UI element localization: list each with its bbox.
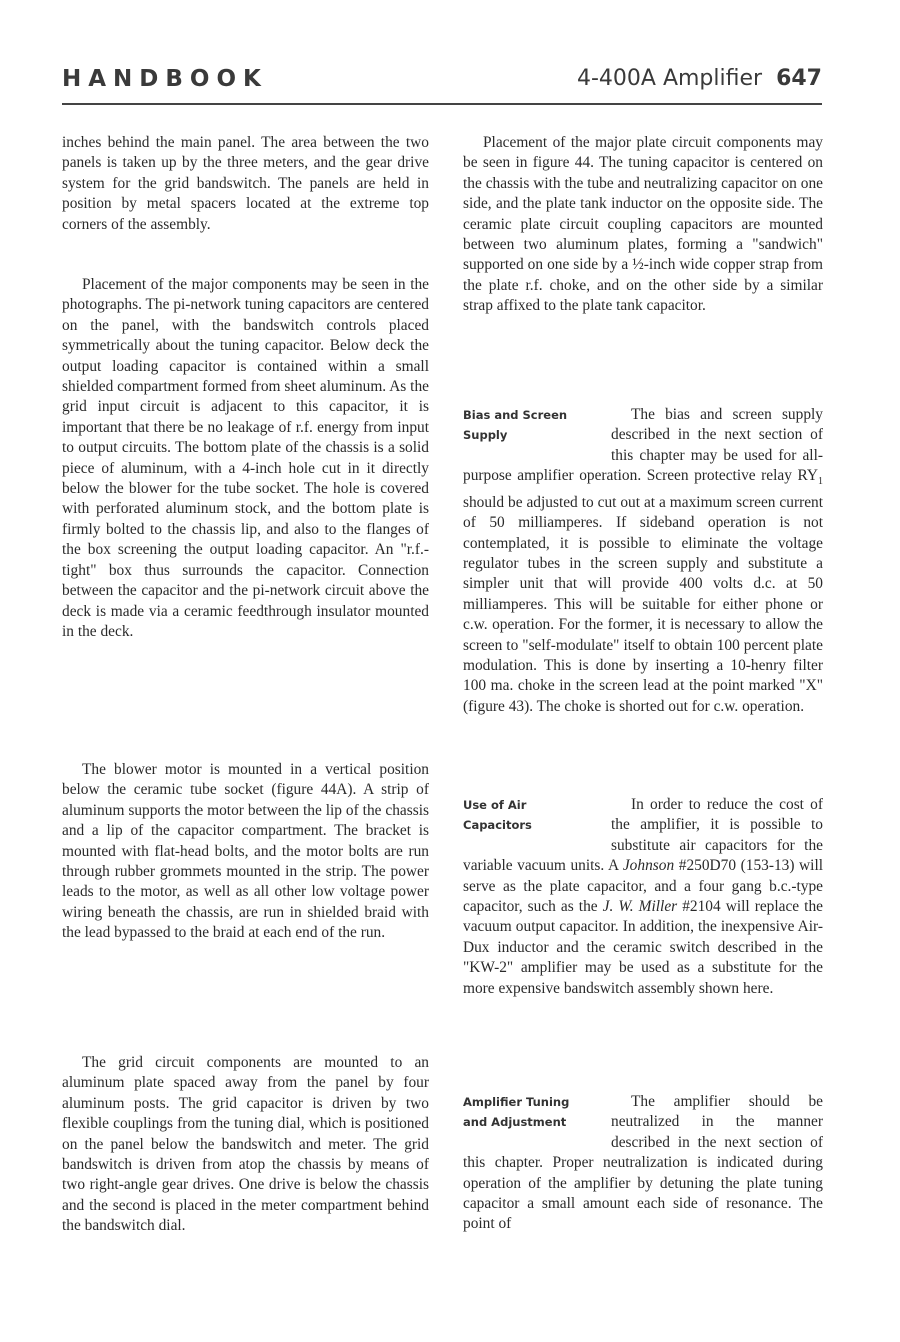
section-bias-screen [463,405,823,717]
left-paragraph-2: Placement of the major components may be seen in the photographs. The pi-network tuning capacitors are centered on the panel, with the bandswitch controls placed symmetrically about the tuning capacitor. Below deck the output loading capacitor is contained within a small shielded compartment formed from sheet aluminum. As the grid input circuit is adjacent to this capacitor, it is important that there be no leakage of r.f. energy from input to output circuits. The bottom plate of the chassis is a solid piece of aluminum, with a 4-inch hole cut in it directly below the blower for the tube socket. The hole is covered with perforated aluminum stock, and the bottom plate is firmly bolted to the chassis lip, and also to the flanges of the box screening the output loading capacitor. An "r.f.-tight" box thus surrounds the capacitor. Connection between the capacitor and the pi-network circuit above the deck is made via a ceramic feedthrough insulator mounted in the deck. [62,276,429,640]
section-text: In order to reduce the cost of the amplifier, it is possible to substitute air capacitors for the variable vacuum units. A [463,796,823,875]
left-paragraph-4: The grid circuit components are mounted to an aluminum plate spaced away from the panel by four aluminum posts. The grid capacitor is driven by two flexible couplings from the tuning dial, which is positioned on the panel below the bandswitch and meter. The grid bandswitch is driven from atop the chassis by means of two right-angle gear drives. One drive is below the chassis and the second is placed in the meter compartment behind the bandswitch dial. [62,1054,429,1235]
left-paragraph-1: inches behind the main panel. The area between the two panels is taken up by the three meters, and the gear drive system for the grid bandswitch. The panels are held in position by metal spacers located at the extreme top corners of the assembly. [62,134,429,233]
section-amplifier-tuning [463,1092,823,1235]
section-text: should be adjusted to cut out at a maximum screen current of 50 milliamperes. If sideband operation is not contemplated, it is possible to eliminate the voltage regulator tubes in the screen supply and substitute a simpler unit that will provide 400 volts d.c. at 50 milliamperes. This will be suitable for either phone or c.w. operation. For the former, it is necessary to allow the screen to "self-modulate" itself to obtain 100 percent plate modulation. This is done by inserting a 10-henry filter 100 ma. choke in the screen lead at the point marked "X" (figure 43). The choke is shorted out for c.w. operation. [463,493,823,715]
page-header-right [577,66,822,91]
right-paragraph-intro: Placement of the major plate circuit components may be seen in figure 44. The tuning capacitor is centered on the chassis with the tube and neutralizing capacitor on one side, and the plate tank inductor on the opposite side. The ceramic plate circuit coupling capacitors are mounted between two aluminum plates, forming a "sandwich" supported on one side by a ½-inch wide copper strap from the plate r.f. choke, and on the other side by a similar strap affixed to the plate tank capacitor. [463,134,823,315]
side-heading-line-1: Amplifier Tuning [463,1095,570,1109]
brand-name: Johnson [622,857,675,875]
side-heading [463,1092,611,1153]
section-text: #250D70 (153-13) will serve as the plate capacitor, and a four gang b.c.-type capacitor, such as the [463,857,824,916]
section-text: #2104 will replace the vacuum output capacitor. In addition, the inexpensive Air-Dux inductor and the ceramic switch described in the "KW-2" amplifier may be used as a substitute for the more expensive bandswitch assembly shown here. [463,898,823,997]
side-heading [463,795,611,856]
left-paragraph-3: The blower motor is mounted in a vertical position below the ceramic tube socket (figure 44A). A strip of aluminum supports the motor between the lip of the chassis and a lip of the capacitor compartment. The bracket is mounted with flat-head bolts, and the motor bolts are run through rubber grommets mounted in the strip. The power leads to the motor, as well as all other low voltage power wiring beneath the chassis, are run in shielded braid with the lead bypassed to the braid at each end of the run. [62,761,429,942]
section-text: The amplifier should be neutralized in the manner described in the next section of this chapter. Proper neutralization is indicated during operation of the amplifier by detuning the plate tuning capacitor a small amount each side of resonance. The point of [463,1093,823,1233]
running-title: HANDBOOK [62,66,268,92]
section-title: 4-400A Amplifier [576,66,763,91]
brand-name: J. W. Miller [602,898,678,916]
side-heading-line-2: Supply [463,428,508,443]
header-rule [62,103,822,105]
side-heading-line-2: and Adjustment [463,1115,567,1130]
section-air-capacitors [463,795,823,999]
side-heading-line-1: Bias and Screen [463,408,568,422]
section-text: The bias and screen supply described in the next section of this chapter may be used for all-purpose amplifier operation. Screen protective relay RY [463,406,823,485]
side-heading-line-2: Capacitors [463,818,532,833]
subscript: 1 [818,476,823,488]
side-heading-line-1: Use of Air [463,798,527,812]
side-heading [463,405,611,466]
page-number: 647 [776,66,822,91]
